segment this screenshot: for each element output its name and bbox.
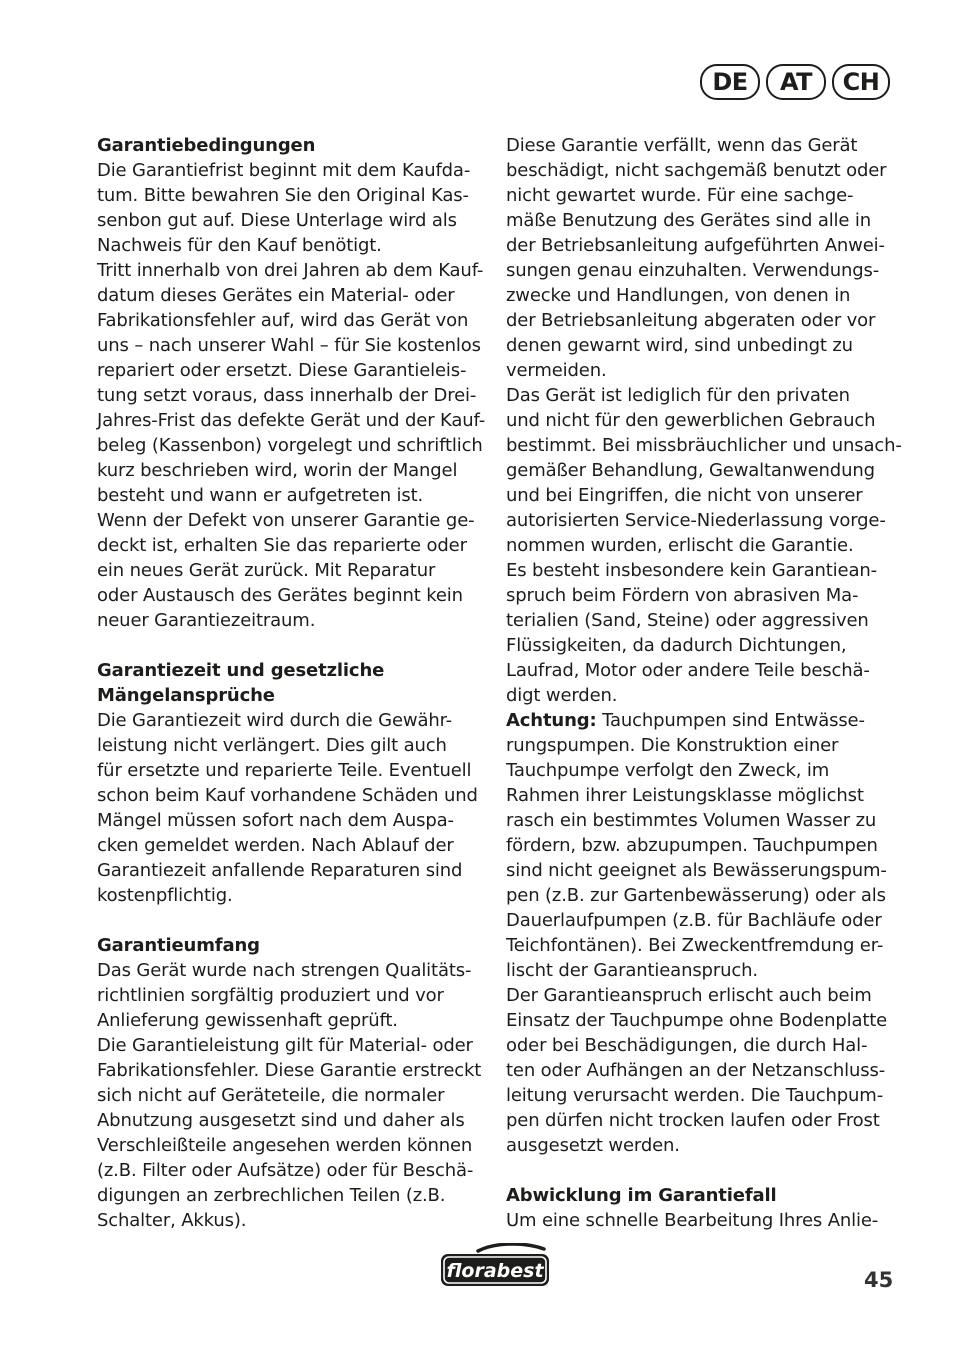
warranty-conditions-line: Jahres-Frist das defekte Gerät und der Kauf- [97,410,486,431]
warranty-void-line: digt werden. [506,685,618,706]
warranty-scope-line: richtlinien sorgfältig produziert und vor [97,985,444,1006]
warranty-scope-line: Schalter, Akkus). [97,1210,247,1231]
logo-text: florabest [446,1260,544,1282]
country-badge-de: DE [700,64,760,100]
submersible-pumps-line: pen dürfen nicht trocken laufen oder Frost [506,1110,880,1131]
warranty-void-line: mäße Benutzung des Gerätes sind alle in [506,210,872,231]
submersible-pumps-line: pen (z.B. zur Gartenbewässerung) oder als [506,885,886,906]
section-heading-warranty-conditions: Garantiebedingungen [97,135,316,156]
warranty-period-line: Garantiezeit anfallende Reparaturen sind [97,860,463,881]
submersible-pumps-line: Teichfontänen). Bei Zweckentfremdung er- [506,935,884,956]
submersible-pumps-line: lischt der Garantieanspruch. [506,960,758,981]
paragraph-warranty-void [506,133,902,708]
submersible-pumps-line: Einsatz der Tauchpumpe ohne Bodenplatte [506,1010,888,1031]
attention-text: Tauchpumpen sind Entwässe- [596,710,865,731]
paragraph-warranty-conditions [97,158,485,633]
warranty-scope-line: sich nicht auf Geräteteile, die normaler [97,1085,445,1106]
warranty-void-line: Es besteht insbesondere kein Garantiean- [506,560,877,581]
warranty-void-line: Laufrad, Motor oder andere Teile beschä- [506,660,870,681]
warranty-void-line: Flüssigkeiten, da dadurch Dichtungen, [506,635,847,656]
warranty-void-line: terialien (Sand, Steine) oder aggressiven [506,610,869,631]
warranty-void-line: vermeiden. [506,360,607,381]
submersible-pumps-line: Dauerlaufpumpen (z.B. für Bachläufe oder [506,910,882,931]
section-heading-warranty-claim-handling: Abwicklung im Garantiefall [506,1185,777,1206]
country-badge-at: AT [766,64,826,100]
warranty-conditions-line: deckt ist, erhalten Sie das reparierte oder [97,535,467,556]
warranty-conditions-line: besteht und wann er aufgetreten ist. [97,485,424,506]
warranty-conditions-line: Wenn der Defekt von unserer Garantie ge- [97,510,475,531]
warranty-scope-line: Die Garantieleistung gilt für Material- oder [97,1035,473,1056]
warranty-void-line: spruch beim Fördern von abrasiven Ma- [506,585,859,606]
warranty-period-line: schon beim Kauf vorhandene Schäden und [97,785,478,806]
warranty-scope-line: (z.B. Filter oder Aufsätze) oder für Beschä- [97,1160,474,1181]
section-heading-warranty-period-line2: Mängelansprüche [97,685,275,706]
submersible-pumps-line: Rahmen ihrer Leistungsklasse möglichst [506,785,864,806]
warranty-period-line: cken gemeldet werden. Nach Ablauf der [97,835,454,856]
warranty-period-line: leistung nicht verlängert. Dies gilt auch [97,735,447,756]
paragraph-warranty-claim-handling [506,1208,902,1233]
submersible-pumps-line: leitung verursacht werden. Die Tauchpum- [506,1085,884,1106]
warranty-scope-line: Fabrikationsfehler. Diese Garantie erstreckt [97,1060,482,1081]
submersible-pumps-line: Der Garantieanspruch erlischt auch beim [506,985,872,1006]
warranty-conditions-line: Nachweis für den Kauf benötigt. [97,235,382,256]
paragraph-warranty-period [97,708,485,908]
submersible-pumps-line: rungspumpen. Die Konstruktion einer [506,735,839,756]
warranty-conditions-line: senbon gut auf. Diese Unterlage wird als [97,210,457,231]
warranty-void-line: und nicht für den gewerblichen Gebrauch [506,410,876,431]
warranty-void-line: bestimmt. Bei missbräuchlicher und unsach- [506,435,902,456]
warranty-conditions-line: ein neues Gerät zurück. Mit Reparatur [97,560,436,581]
warranty-period-line: für ersetzte und reparierte Teile. Eventuell [97,760,472,781]
warranty-conditions-line: oder Austausch des Gerätes beginnt kein [97,585,463,606]
warranty-conditions-line: tum. Bitte bewahren Sie den Original Kas- [97,185,469,206]
warranty-scope-line: Verschleißteile angesehen werden können [97,1135,473,1156]
warranty-scope-line: Das Gerät wurde nach strengen Qualitäts- [97,960,472,981]
warranty-conditions-line: uns – nach unserer Wahl – für Sie kostenlos [97,335,481,356]
warranty-void-line: zwecke und Handlungen, von denen in [506,285,851,306]
florabest-logo [438,1243,552,1289]
paragraph-submersible-pumps [506,733,902,1158]
warranty-conditions-line: Die Garantiefrist beginnt mit dem Kaufda- [97,160,471,181]
warranty-claim-handling-line: Um eine schnelle Bearbeitung Ihres Anlie- [506,1210,879,1231]
warranty-void-line: autorisierten Service-Niederlassung vorge- [506,510,886,531]
warranty-period-line: kostenpflichtig. [97,885,233,906]
warranty-period-line: Mängel müssen sofort nach dem Auspa- [97,810,454,831]
warranty-void-line: nommen wurden, erlischt die Garantie. [506,535,854,556]
submersible-pumps-line: oder bei Beschädigungen, die durch Hal- [506,1035,868,1056]
right-column [506,133,902,1233]
warranty-void-line: gemäßer Behandlung, Gewaltanwendung [506,460,875,481]
warranty-conditions-line: neuer Garantiezeitraum. [97,610,316,631]
left-column [97,133,485,1233]
warranty-void-line: der Betriebsanleitung abgeraten oder vor [506,310,876,331]
submersible-pumps-line: ten oder Aufhängen an der Netzanschluss- [506,1060,886,1081]
warranty-void-line: sungen genau einzuhalten. Verwendungs- [506,260,880,281]
section-heading-warranty-period-line1: Garantiezeit und gesetzliche [97,660,385,681]
warranty-scope-line: digungen an zerbrechlichen Teilen (z.B. [97,1185,446,1206]
country-badge-ch: CH [832,64,890,100]
warranty-conditions-line: repariert oder ersetzt. Diese Garantieleis- [97,360,467,381]
section-heading-warranty-scope: Garantieumfang [97,935,260,956]
submersible-pumps-line: ausgesetzt werden. [506,1135,680,1156]
page-number: 45 [864,1268,894,1292]
warranty-conditions-line: Fabrikationsfehler auf, wird das Gerät von [97,310,469,331]
attention-label: Achtung: [506,710,597,731]
submersible-pumps-line: rasch ein bestimmtes Volumen Wasser zu [506,810,877,831]
paragraph-warranty-scope [97,958,485,1233]
warranty-conditions-line: kurz beschrieben wird, worin der Mangel [97,460,458,481]
submersible-pumps-line: fördern, bzw. abzupumpen. Tauchpumpen [506,835,878,856]
submersible-pumps-line: sind nicht geeignet als Bewässerungspum- [506,860,887,881]
warranty-conditions-line: tung setzt voraus, dass innerhalb der Drei- [97,385,477,406]
warranty-void-line: denen gewarnt wird, sind unbedingt zu [506,335,853,356]
warranty-conditions-line: beleg (Kassenbon) vorgelegt und schriftlich [97,435,483,456]
warranty-conditions-line: datum dieses Gerätes ein Material- oder [97,285,455,306]
warranty-void-line: beschädigt, nicht sachgemäß benutzt oder [506,160,887,181]
submersible-pumps-line: Tauchpumpe verfolgt den Zweck, im [506,760,830,781]
warranty-void-line: nicht gewartet wurde. Für eine sachge- [506,185,854,206]
warranty-scope-line: Anlieferung gewissenhaft geprüft. [97,1010,398,1031]
warranty-void-line: Das Gerät ist lediglich für den privaten [506,385,850,406]
warranty-conditions-line: Tritt innerhalb von drei Jahren ab dem Kauf- [97,260,484,281]
warranty-void-line: und bei Eingriffen, die nicht von unserer [506,485,863,506]
warranty-period-line: Die Garantiezeit wird durch die Gewähr- [97,710,453,731]
warranty-void-line: Diese Garantie verfällt, wenn das Gerät [506,135,858,156]
warranty-scope-line: Abnutzung ausgesetzt sind und daher als [97,1110,465,1131]
attention-line [506,708,902,733]
warranty-void-line: der Betriebsanleitung aufgeführten Anwei- [506,235,885,256]
